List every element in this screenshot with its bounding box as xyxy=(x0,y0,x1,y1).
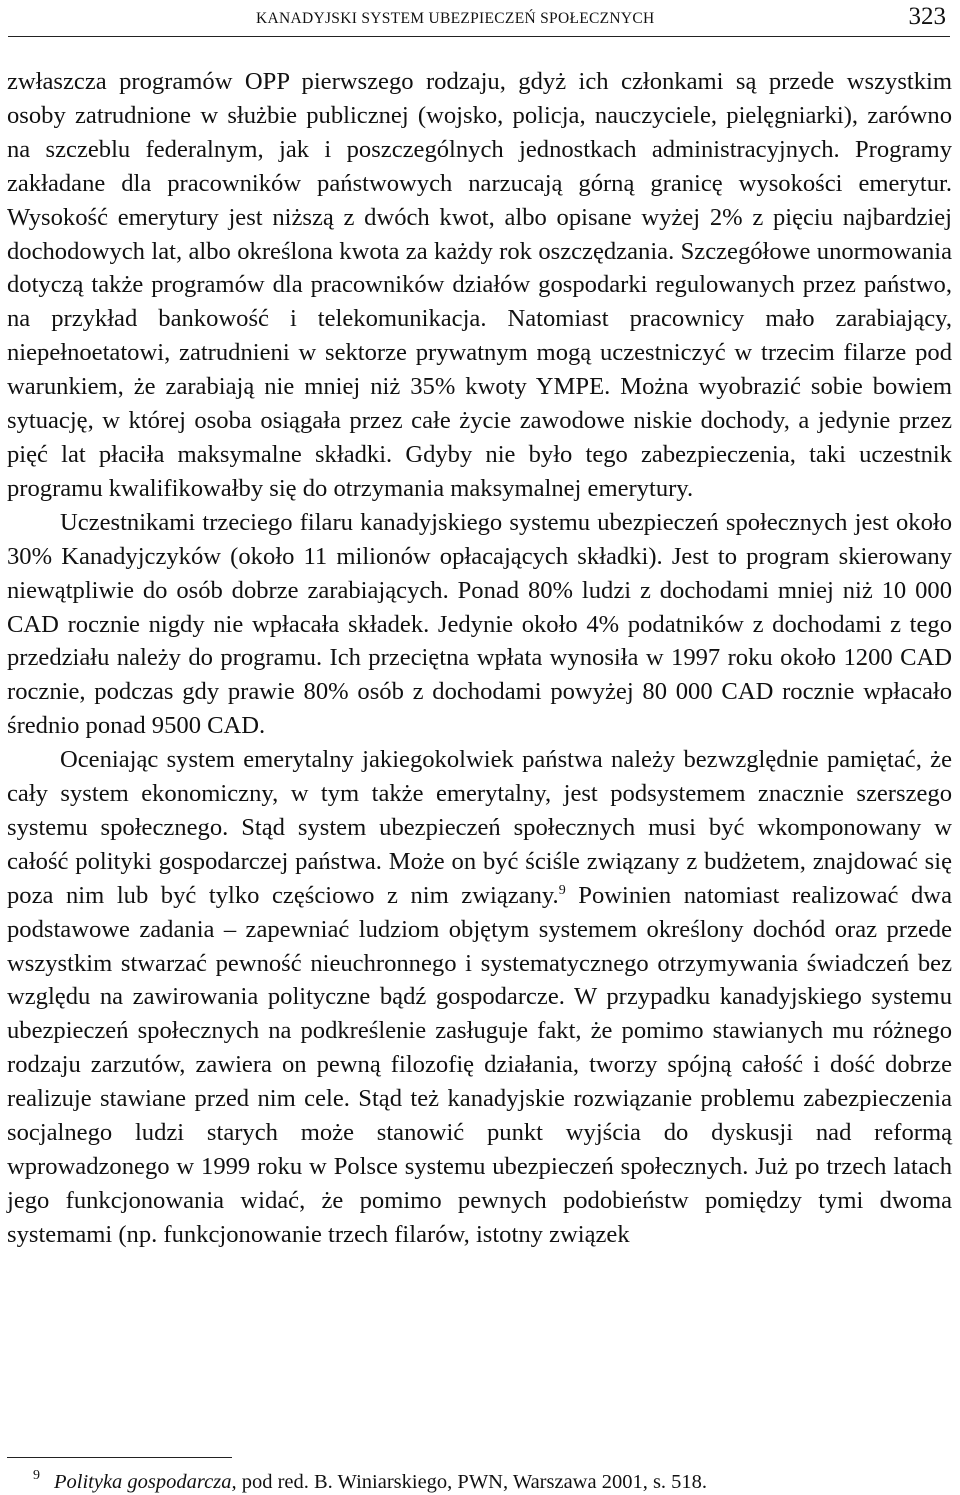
footnote-divider xyxy=(7,1457,232,1458)
paragraph xyxy=(7,743,952,1252)
footnote-reference: 9 xyxy=(558,882,566,898)
paragraph-text: Oceniając system emerytalny jakiegokolwiek państwa należy bezwzględnie pamiętać, że cały system ekonomiczny, w tym także emerytalny, jest podsystemem znacznie szerszego systemu społecznego. Stąd system ubezpieczeń społecznych musi być wkomponowany w całość polityki gospodarczej państwa. Może on być ściśle związany z budżetem, znajdować się poza nim lub być tylko częściowo z nim związany. xyxy=(7,746,952,909)
footnote-text: pod red. B. Winiarskiego, PWN, Warszawa 2001, s. 518. xyxy=(236,1471,708,1493)
paragraph: zwłaszcza programów OPP pierwszego rodzaju, gdyż ich członkami są przede wszystkim osoby zatrudnione w służbie publicznej (wojsko, policja, nauczyciele, pielęgniarki), zarówno na szczeblu federalnym, jak i poszczególnych jednostkach administracyjnych. Programy zakładane dla pracowników państwowych narzucają górną granicę wysokości emerytur. Wysokość emerytury jest niższą z dwóch kwot, albo opisane wyżej 2% z pięciu najbardziej dochodowych lat, albo określona kwota za każdy rok oszczędzania. Szczegółowe unormowania dotyczą także programów dla pracowników działów gospodarki regulowanych przez państwo, na przykład bankowość i telekomunikacja. Natomiast pracownicy mało zarabiający, niepełnoetatowi, zatrudnieni w sektorze prywatnym mogą uczestniczyć w trzecim filarze pod warunkiem, że zarabiają nie mniej niż 35% kwoty YMPE. Można wyobrazić sobie bowiem sytuację, w której osoba osiągała przez całe życie zawodowe niskie dochody, a jedynie przez pięć lat płaciła maksymalne składki. Gdyby nie było tego zabezpieczenia, taki uczestnik programu kwalifikowałby się do otrzymania maksymalnej emerytury. xyxy=(7,68,952,502)
running-title: KANADYJSKI SYSTEM UBEZPIECZEŃ SPOŁECZNYCH xyxy=(256,10,655,27)
footnote-title: Polityka gospodarcza, xyxy=(54,1471,237,1493)
running-header xyxy=(8,2,950,37)
body-text xyxy=(7,65,952,1252)
footnote xyxy=(7,1463,952,1495)
paragraph: Uczestnikami trzeciego filaru kanadyjskiego systemu ubezpieczeń społecznych jest około 30% Kanadyjczyków (około 11 milionów opłacających składki). Jest to program skierowany niewątpliwie do osób dobrze zarabiających. Ponad 80% ludzi z dochodami mniej niż 10 000 CAD rocznie nigdy nie wpłacała składek. Jedynie około 4% podatników z dochodami z tego przedziału należy do programu. Ich przeciętna wpłata wynosiła w 1997 roku około 1200 CAD rocznie, podczas gdy prawie 80% osób z dochodami powyżej 80 000 CAD rocznie wpłacało średnio ponad 9500 CAD. xyxy=(7,508,952,740)
page-number: 323 xyxy=(908,3,946,30)
paragraph-text: Powinien natomiast realizować dwa podstawowe zadania – zapewniać ludziom objętym systemem określony dochód oraz przede wszystkim stwarzać pewność nieuchronnego i systematycznego otrzymywania świadczeń bez względu na zawirowania polityczne bądź gospodarcze. W przypadku kanadyjskiego systemu ubezpieczeń społecznych na podkreślenie zasługuje fakt, że pomimo stawianych mu różnego rodzaju zarzutów, zawiera on pewną filozofię działania, tworzy spójną całość i dość dobrze realizuje stawiane przed nim cele. Stąd też kanadyjskie rozwiązanie problemu zabezpieczenia socjalnego ludzi starych może stanowić punkt wyjścia do dyskusji nad reformą wprowadzonego w 1999 roku w Polsce systemu ubezpieczeń społecznych. Już po trzech latach jego funkcjonowania widać, że pomimo pewnych podobieństw pomiędzy tymi dwoma systemami (np. funkcjonowanie trzech filarów, istotny związek xyxy=(7,881,952,1248)
footnote-number: 9 xyxy=(33,1468,40,1483)
